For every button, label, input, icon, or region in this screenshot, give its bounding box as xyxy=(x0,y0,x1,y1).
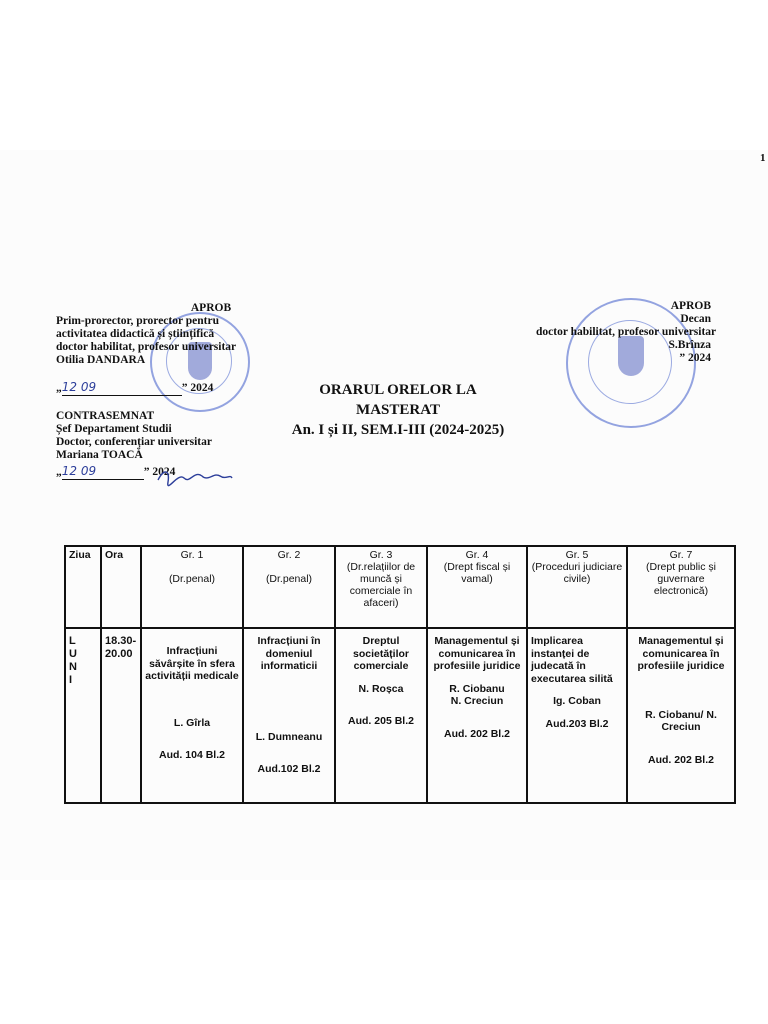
course-subject: Managementul și comunicarea în profesiile juridice xyxy=(433,635,521,672)
title-line-3: An. I și II, SEM.I-III (2024-2025) xyxy=(291,422,505,438)
approval-block-left xyxy=(56,302,256,480)
course-cell xyxy=(243,628,335,803)
column-header-day: Ziua xyxy=(65,546,101,628)
countersign-heading: CONTRASEMNAT xyxy=(56,410,155,422)
course-teacher: L. Dumneanu xyxy=(255,730,323,743)
approval-block-right xyxy=(536,300,717,365)
countersign-line: Șef Departament Studii xyxy=(56,423,172,435)
countersign-line: Doctor, conferențiar universitar xyxy=(56,436,212,448)
column-header-group: Gr. 5 (Proceduri judiciare civile) xyxy=(527,546,627,628)
course-teacher: Ig. Coban xyxy=(553,695,601,707)
column-header-group: Gr. 4 (Drept fiscal și vamal) xyxy=(427,546,527,628)
approval-line: Decan xyxy=(680,313,711,325)
course-room: Aud. 104 Bl.2 xyxy=(159,749,225,761)
countersign-name: Mariana TOACĂ xyxy=(56,449,143,461)
approval-line: doctor habilitat, profesor universitar xyxy=(56,341,237,353)
approval-date: „12 09 ” 2024 xyxy=(56,380,214,394)
approval-date: ” 2024 xyxy=(679,352,711,364)
course-teacher: R. Ciobanu/ N. Creciun xyxy=(645,708,717,733)
course-subject: Infracțiuni în domeniul informaticii xyxy=(257,635,321,672)
course-teacher: L. Gîrla xyxy=(173,716,211,729)
column-header-group: Gr. 3 (Dr.relațiilor de muncă și comerciale în afaceri) xyxy=(335,546,427,628)
column-header-group: Gr. 2 (Dr.penal) xyxy=(243,546,335,628)
approval-line: Prim-prorector, prorector pentru xyxy=(56,315,219,327)
title-line-1: ORARUL ORELOR LA xyxy=(319,382,477,398)
course-room: Aud. 202 Bl.2 xyxy=(648,753,714,766)
approval-line: doctor habilitat, profesor universitar xyxy=(536,326,717,338)
course-teacher: N. Creciun xyxy=(450,695,504,707)
page-mark: 1 xyxy=(760,152,766,164)
column-header-group: Gr. 7 (Drept public și guvernare electronică) xyxy=(627,546,735,628)
course-room: Aud. 202 Bl.2 xyxy=(444,727,510,740)
course-cell xyxy=(627,628,735,803)
schedule-table xyxy=(64,545,736,804)
course-subject: Dreptul societăților comerciale xyxy=(352,635,410,672)
table-header-row xyxy=(65,546,735,628)
course-cell xyxy=(141,628,243,803)
handwritten-signature xyxy=(154,466,234,488)
course-subject: Managementul și comunicarea în profesiile juridice xyxy=(637,635,725,672)
title-line-2: MASTERAT xyxy=(356,402,440,418)
approval-name: Otilia DANDARA xyxy=(56,354,146,366)
approval-name: S.Brînza xyxy=(668,339,711,351)
table-row xyxy=(65,628,735,803)
approval-heading: APROB xyxy=(670,300,711,312)
course-teacher: R. Ciobanu xyxy=(449,682,505,695)
course-cell xyxy=(335,628,427,803)
day-cell: L U N I xyxy=(65,628,101,803)
course-room: Aud. 205 Bl.2 xyxy=(348,715,414,727)
document-title xyxy=(290,380,506,440)
course-cell xyxy=(527,628,627,803)
countersign-date: „12 09 ” 2024 xyxy=(56,464,176,478)
course-teacher: N. Roșca xyxy=(358,682,404,695)
approval-heading: APROB xyxy=(190,302,232,314)
course-cell xyxy=(427,628,527,803)
handwritten-date: 12 09 xyxy=(61,464,97,478)
handwritten-date: 12 09 xyxy=(61,380,97,394)
course-subject: Infracțiuni săvârșite în sfera activității medicale xyxy=(145,645,239,682)
course-room: Aud.203 Bl.2 xyxy=(545,717,609,730)
course-room: Aud.102 Bl.2 xyxy=(257,763,321,775)
time-cell: 18.30-20.00 xyxy=(101,628,141,803)
column-header-time: Ora xyxy=(101,546,141,628)
approval-line: activitatea didactică și științifică xyxy=(56,328,215,340)
course-subject: Implicarea instanței de judecată în executarea silită xyxy=(531,635,613,685)
column-header-group: Gr. 1 (Dr.penal) xyxy=(141,546,243,628)
